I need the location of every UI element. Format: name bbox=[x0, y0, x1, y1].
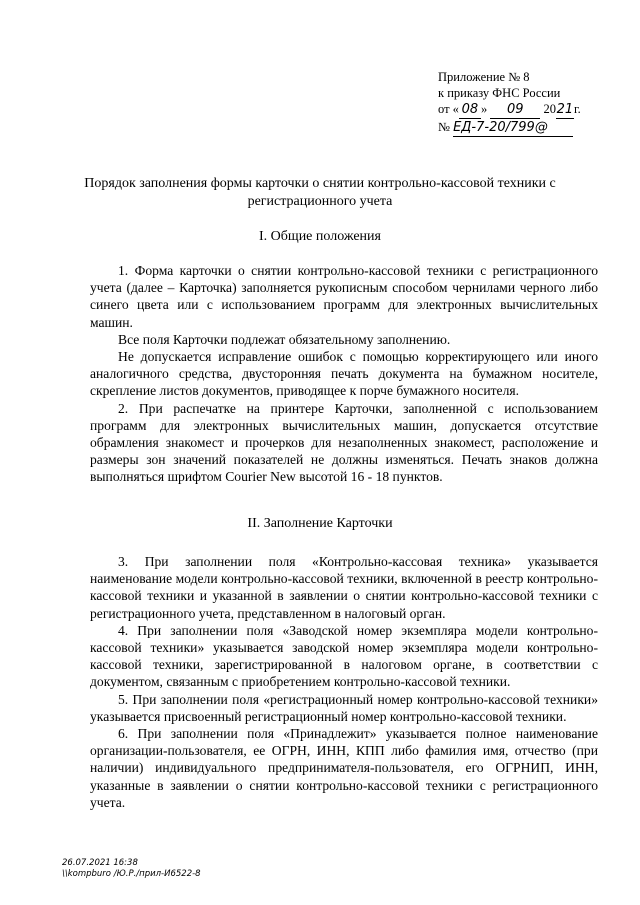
annex-number-value: ЕД-7-20/799@ bbox=[453, 120, 573, 137]
section-2-heading: II. Заполнение Карточки bbox=[247, 516, 393, 531]
annex-block bbox=[438, 69, 628, 137]
annex-date-day: 08 bbox=[459, 102, 481, 119]
annex-number: № ЕД-7-20/799@ bbox=[438, 119, 628, 137]
paragraph: 3. При заполнении поля «Контрольно-кассовая техника» указывается наименование модели контрольно-кассовой техники, включенной в реестр контрольно-кассовой техники и указанной в заявлении о снятии контрольно-кассовой техники с регистрационного учета, представленном в налоговый орган. bbox=[90, 554, 598, 621]
section-1-heading: I. Общие положения bbox=[259, 229, 381, 244]
footer bbox=[62, 858, 201, 880]
section-2-text bbox=[90, 553, 598, 811]
annex-date-year: 21 bbox=[556, 102, 574, 117]
paragraph: 4. При заполнении поля «Заводской номер экземпляра модели контрольно-кассовой техники» указывается заводской номер экземпляра модели контрольно-кассовой техники, зарегистрированной в налоговом органе, в соответствии с документом, связанным с приобретением контрольно-кассовой техники. bbox=[90, 622, 598, 690]
paragraph: 5. При заполнении поля «регистрационный номер контрольно-кассовой техники» указывается присвоенный регистрационный номер контрольно-кассовой техники. bbox=[90, 691, 598, 724]
paragraph: 6. При заполнении поля «Принадлежит» указывается полное наименование организации-пользователя, ее ОГРН, ИНН, КПП либо фамилия имя, отчество (при наличии) индивидуального предпринимателя-пользователя, его ОГРНИП, ИНН, указанные в заявлении о снятии контрольно-кассовой техники с регистрационного учета. bbox=[90, 726, 598, 810]
document-title: Порядок заполнения формы карточки о снятии контрольно-кассовой техники с регистрационного учета bbox=[84, 176, 556, 209]
paragraph: Все поля Карточки подлежат обязательному заполнению. bbox=[118, 331, 451, 347]
paragraph: 1. Форма карточки о снятии контрольно-кассовой техники с регистрационного учета (далее – Карточка) заполняется рукописным способом чернилами черного либо синего цвета или с использованием программ для электронных вычислительных машин. bbox=[90, 263, 598, 330]
footer-file-path: \\kompburo /Ю.Р./прил-И6522-8 bbox=[62, 869, 201, 879]
annex-title: Приложение № 8 bbox=[438, 70, 530, 84]
paragraph: Не допускается исправление ошибок с помощью корректирующего или иного аналогичного средства, двусторонняя печать документа на бумажном носителе, скрепление листов документов, приводящее к порче бумажного носителя. bbox=[90, 349, 598, 399]
paragraph: 2. При распечатке на принтере Карточки, заполненной с использованием программ для электронных вычислительных машин, допускается отсутствие обрамления знакомест и прочерков для незаполненных знакомест, расположение и размеры зон значений показателей не должны изменяться. Печать знаков должна выполняться шрифтом Courier New высотой 16 - 18 пунктов. bbox=[90, 400, 598, 485]
section-1-text bbox=[90, 262, 598, 486]
annex-order-ref: к приказу ФНС России bbox=[438, 86, 561, 100]
annex-date: от « 08 » 09 2021г. bbox=[438, 102, 581, 117]
footer-timestamp: 26.07.2021 16:38 bbox=[62, 858, 138, 868]
annex-date-month: 09 bbox=[490, 102, 540, 119]
